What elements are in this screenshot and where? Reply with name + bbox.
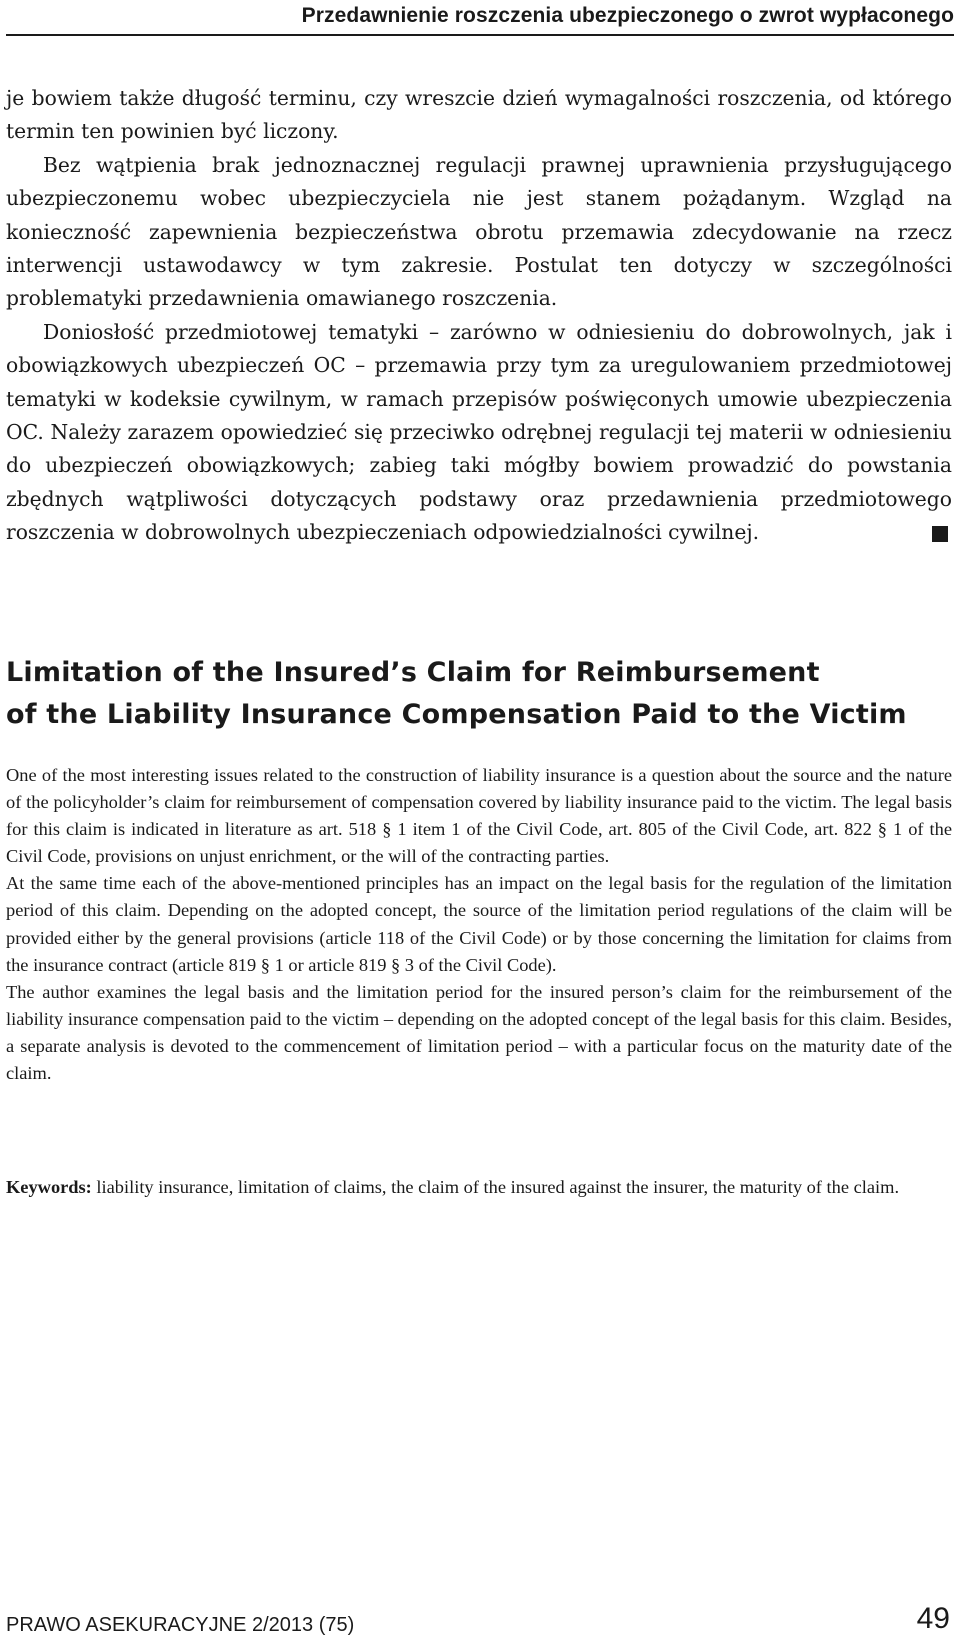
english-title-line-2: of the Liability Insurance Compensation Paid to the Victim	[6, 699, 907, 730]
polish-body-text	[6, 82, 952, 550]
polish-paragraph: Bez wątpienia brak jednoznacznej regulacji prawnej uprawnienia przysługującego ubezpieczonemu wobec ubezpieczyciela nie jest stanem pożądanym. Wzgląd na konieczność zapewnienia bezpieczeństwa obrotu przemawia zdecydowanie na rzecz interwencji ustawodawcy w tym zakresie. Postulat ten dotyczy w szczególności problematyki przedawnienia omawianego roszczenia.	[6, 152, 952, 311]
footer-journal-name: PRAWO ASEKURACYJNE 2/2013 (75)	[6, 1614, 355, 1636]
page-number: 49	[916, 1602, 950, 1635]
keywords	[6, 1174, 952, 1201]
end-of-article-mark	[932, 526, 948, 542]
running-head: Przedawnienie roszczenia ubezpieczonego o zwrot wypłaconego	[6, 0, 954, 36]
polish-paragraph: je bowiem także długość terminu, czy wreszcie dzień wymagalności roszczenia, od którego termin ten powinien być liczony.	[6, 86, 952, 144]
english-title-line-1: Limitation of the Insured’s Claim for Reimbursement	[6, 657, 820, 688]
english-title	[6, 652, 952, 736]
abstract-paragraph: One of the most interesting issues related to the construction of liability insurance is a question about the source and the nature of the policyholder’s claim for reimbursement of compensation covered by liability insurance paid to the victim. The legal basis for this claim is indicated in literature as art. 518 § 1 item 1 of the Civil Code, art. 805 of the Civil Code, art. 822 § 1 of the Civil Code, provisions on unjust enrichment, or the will of the contracting parties.	[6, 765, 952, 867]
polish-paragraph-text: Doniosłość przedmiotowej tematyki – zarówno w odniesieniu do dobrowolnych, jak i obowiązkowych ubezpieczeń OC – przemawia przy tym za uregulowaniem przedmiotowej tematyki w kodeksie cywilnym, w ramach przepisów poświęconych umowie ubezpieczenia OC. Należy zarazem opowiedzieć się przeciwko odrębnej regulacji tej materii w odniesieniu do ubezpieczeń obowiązkowych; zabieg taki mógłby bowiem prowadzić do powstania zbędnych wątpliwości dotyczących podstawy oraz przedawnienia przedmiotowego roszczenia w dobrowolnych ubezpieczeniach odpowiedzialności cywilnej.	[6, 319, 952, 545]
english-abstract	[6, 762, 952, 1087]
polish-paragraph	[6, 316, 952, 550]
keywords-text: liability insurance, limitation of claims, the claim of the insured against the insurer, the maturity of the claim.	[96, 1177, 900, 1197]
abstract-paragraph: At the same time each of the above-mentioned principles has an impact on the legal basis for the regulation of the limitation period of this claim. Depending on the adopted concept, the source of the limitation period regulations of the claim will be provided either by the general provisions (article 118 of the Civil Code) or by those concerning the limitation for claims from the insurance contract (article 819 § 1 or article 819 § 3 of the Civil Code).	[6, 873, 952, 975]
abstract-paragraph: The author examines the legal basis and the limitation period for the insured person’s claim for the reimbursement of the liability insurance compensation paid to the victim – depending on the adopted concept of the legal basis for this claim. Besides, a separate analysis is devoted to the commencement of limitation period – with a particular focus on the maturity date of the claim.	[6, 981, 952, 1084]
keywords-label: Keywords:	[6, 1177, 92, 1197]
